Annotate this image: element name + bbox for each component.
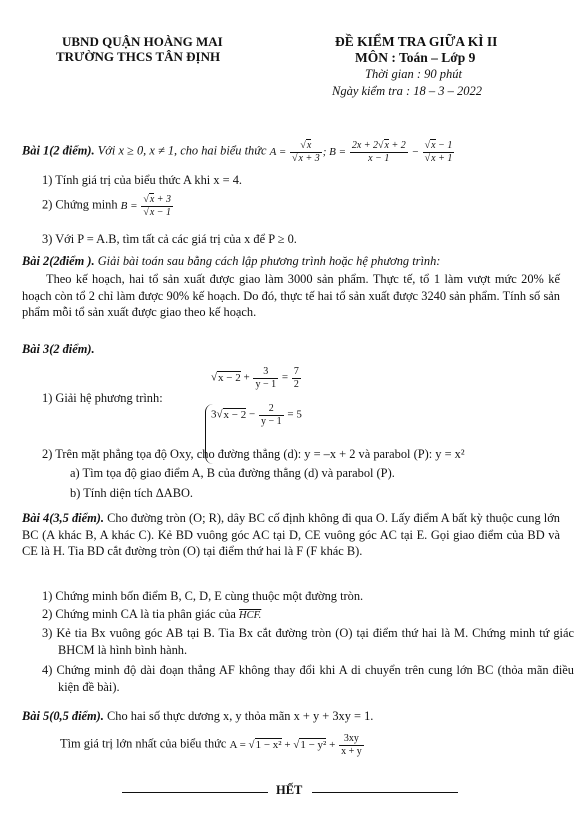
bai5-intro-text: Cho hai số thực dương x, y thỏa mãn x + y + 3xy = 1.	[107, 709, 374, 723]
school-district: UBND QUẬN HOÀNG MAI	[62, 34, 223, 49]
bai4-q2-text: 2) Chứng minh CA là tia phân giác của	[42, 607, 236, 621]
bai2-text: Theo kế hoạch, hai tổ sản xuất được giao làm 3000 sản phẩm. Thực tế, tổ 1 làm vượt mức 20% kế hoạch còn tổ 2 chỉ làm được 90% kế hoạch. Do đó, thực tế hai tổ sản xuất được 3240 sản phẩm. Tính số sản phẩm mỗi tổ sản xuất được giao theo kế hoạch.	[22, 272, 560, 320]
angle-hcf: HCF.	[239, 610, 262, 621]
footer-rule-right	[312, 792, 458, 793]
bai3-q2a: a) Tìm tọa độ giao điểm A, B của đường thẳng (d) và parabol (P).	[70, 466, 395, 480]
footer-rule-left	[122, 792, 268, 793]
bai2-heading	[22, 254, 440, 270]
bai4-statement: Cho đường tròn (O; R), dây BC cố định không đi qua O. Lấy điểm A bất kỳ thuộc cung lớn BC (A khác B, A khác C). Kẻ BD vuông góc AC tại D, CE vuông góc AC tại E. Gọi giao điểm của BD và CE là H. Tia BD cắt đường tròn (O) tại điểm thứ hai là F (F khác B).	[22, 511, 560, 559]
bai1-label: Bài 1(2 điểm).	[22, 143, 95, 158]
system-eq1: √x − 2 + $\frac{3}{y - 1}$ = $\frac{7}{2}$	[211, 366, 299, 390]
bai1-q2-text: 2) Chứng minh	[42, 197, 118, 212]
bai4-q4: 4) Chứng minh độ dài đoạn thẳng AF không thay đổi khi A di chuyển trên cung lớn BC (thỏa mãn điều kiện đề bài).	[42, 663, 574, 694]
expression-a: A = $\frac{√x}{√x + 3}$ ; B = $\frac{2x + 2√x + 2}{x - 1}$ − $\frac{√x - 1}{√x + 1}$	[269, 140, 453, 164]
bai4-q3: 3) Kẻ tia Bx vuông góc AB tại B. Tia Bx cắt đường tròn (O) tại điểm thứ hai là M. Chứng minh tứ giác BHCM là hình bình hành.	[42, 626, 574, 657]
bai1-q1: 1) Tính giá trị của biểu thức A khi x = 4.	[42, 173, 242, 187]
bai4-text	[22, 510, 560, 560]
bai1-intro-text: Với x ≥ 0, x ≠ 1, cho hai biểu thức	[97, 143, 267, 158]
bai4-label: Bài 4(3,5 điểm).	[22, 511, 104, 525]
expression-b-proof: B = $\frac{√x + 3}{√x - 1}$	[120, 194, 172, 218]
bai1-q3: 3) Với P = A.B, tìm tất cả các giá trị của x để P ≥ 0.	[42, 232, 297, 246]
bai1-q2	[42, 194, 174, 218]
bai4-q2	[42, 607, 261, 623]
exam-title: ĐỀ KIỂM TRA GIỮA KÌ II	[335, 34, 498, 49]
bai5-ask-text: Tìm giá trị lớn nhất của biểu thức	[60, 736, 227, 751]
school-name: TRƯỜNG THCS TÂN ĐỊNH	[56, 49, 221, 64]
bai5-intro	[22, 709, 373, 725]
bai3-q2b: b) Tính diện tích ΔABO.	[70, 486, 194, 500]
bai2-title: Giải bài toán sau bằng cách lập phương trình hoặc hệ phương trình:	[97, 254, 441, 268]
bai1-intro	[22, 140, 455, 164]
bai5-ask	[60, 733, 365, 757]
exam-subject: MÔN : Toán – Lớp 9	[355, 50, 476, 65]
bai3-q1: 1) Giải hệ phương trình:	[42, 391, 163, 405]
exam-date: Ngày kiểm tra : 18 – 3 – 2022	[332, 84, 482, 98]
bai3-q2: 2) Trên mặt phẳng tọa độ Oxy, cho đường thẳng (d): y = –x + 2 và parabol (P): y = x²	[42, 447, 465, 461]
expression-max: A = √1 − x² + √1 − y² + $\frac{3xy}{x + y}$	[229, 733, 362, 757]
system-eq2: 3√x − 2 − $\frac{2}{y - 1}$ = 5	[211, 403, 302, 427]
exam-duration: Thời gian : 90 phút	[365, 67, 462, 81]
bai3-label: Bài 3(2 điểm).	[22, 342, 95, 356]
bai2-label: Bài 2(2điểm ).	[22, 254, 95, 268]
bai5-label: Bài 5(0,5 điểm).	[22, 709, 104, 723]
bai4-q1: 1) Chứng minh bốn điểm B, C, D, E cùng thuộc một đường tròn.	[42, 589, 364, 603]
end-marker: HẾT	[276, 783, 303, 797]
